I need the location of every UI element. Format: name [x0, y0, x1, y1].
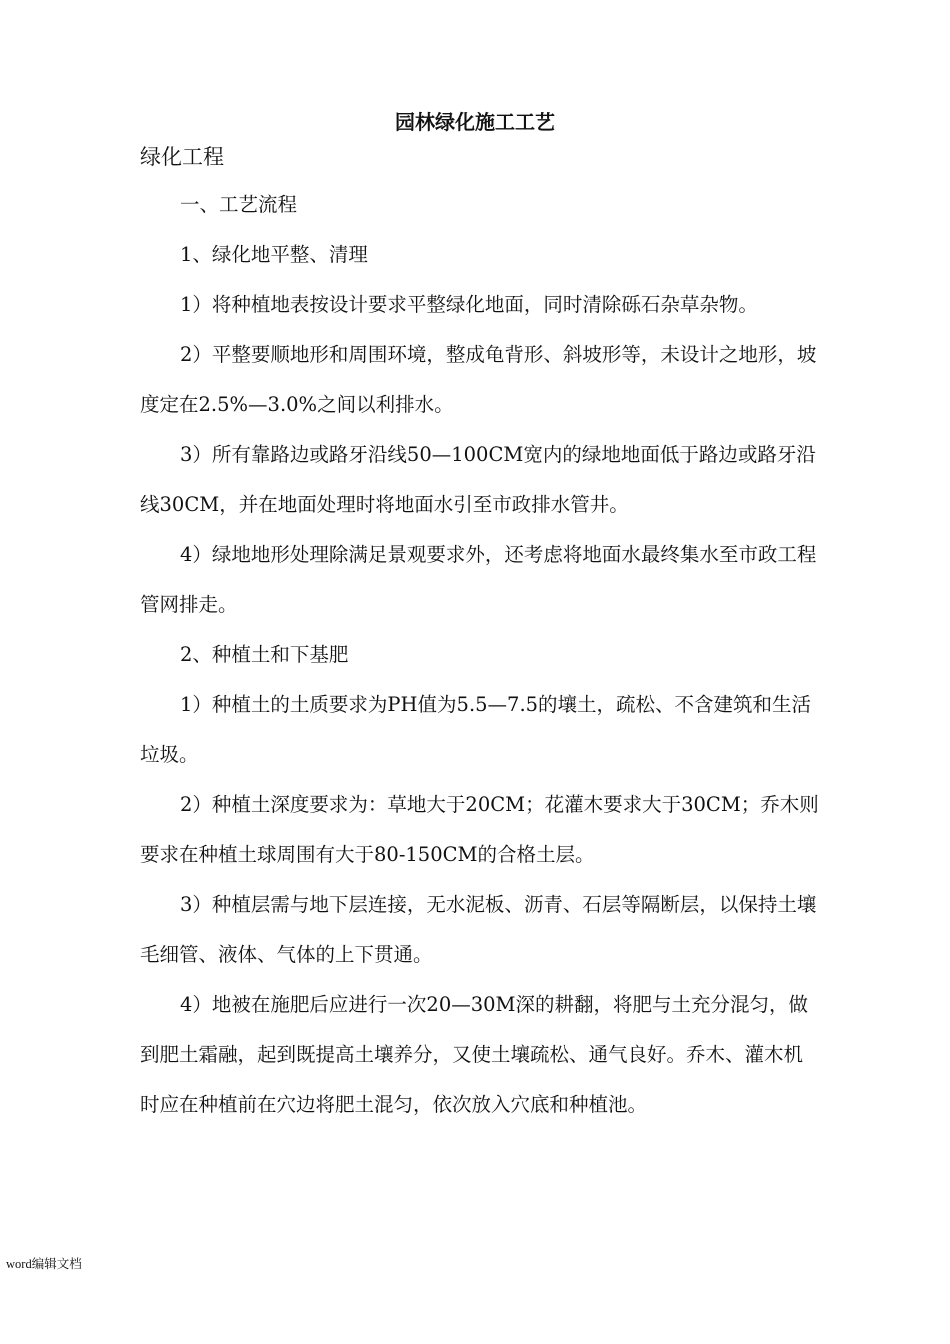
- paragraph-soil-3: 3）种植层需与地下层连接，无水泥板、沥青、石层等隔断层，以保持土壤毛细管、液体、气体的上下贯通。: [140, 893, 817, 966]
- subheading-site-leveling: 1、绿化地平整、清理: [180, 243, 368, 266]
- paragraph-leveling-2: 2）平整要顺地形和周围环境，整成龟背形、斜坡形等，未设计之地形，坡度定在2.5%—3.0%之间以利排水。: [140, 343, 817, 416]
- footer-note: word编辑文档: [6, 1257, 82, 1271]
- paragraph-soil-1: 1）种植土的土质要求为PH值为5.5—7.5的壤土，疏松、不含建筑和生活垃圾。: [140, 693, 812, 766]
- paragraph-soil-4: 4）地被在施肥后应进行一次20—30M深的耕翻，将肥与土充分混匀，做到肥土霜融，起到既提高土壤养分，又使土壤疏松、通气良好。乔木、灌木机时应在种植前在穴边将肥土混匀，依次放入穴底和种植池。: [140, 993, 808, 1116]
- heading-process-flow: 一、工艺流程: [180, 193, 298, 216]
- section-heading: 绿化工程: [140, 145, 224, 169]
- subheading-planting-soil: 2、种植土和下基肥: [180, 643, 349, 666]
- document-title: 园林绿化施工工艺: [395, 110, 555, 134]
- paragraph-leveling-4: 4）绿地地形处理除满足景观要求外，还考虑将地面水最终集水至市政工程管网排走。: [140, 543, 817, 616]
- paragraph-leveling-3: 3）所有靠路边或路牙沿线50—100CM宽内的绿地地面低于路边或路牙沿线30CM，并在地面处理时将地面水引至市政排水管井。: [140, 443, 816, 516]
- paragraph-leveling-1: 1）将种植地表按设计要求平整绿化地面，同时清除砾石杂草杂物。: [180, 293, 758, 316]
- document-body: [140, 180, 820, 1130]
- paragraph-soil-2: 2）种植土深度要求为：草地大于20CM；花灌木要求大于30CM；乔木则要求在种植土球周围有大于80-150CM的合格土层。: [140, 793, 819, 866]
